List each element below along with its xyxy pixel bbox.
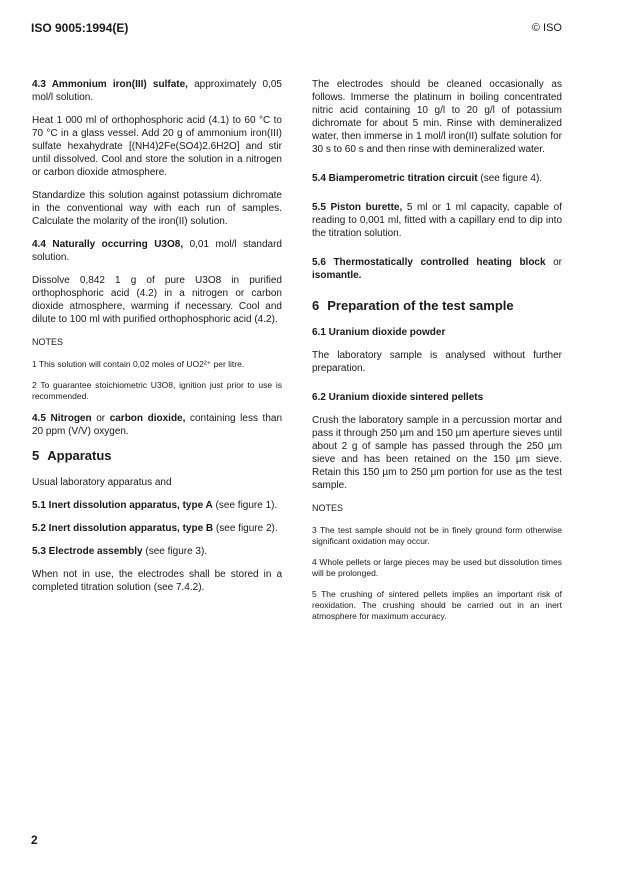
right-column — [312, 78, 562, 632]
section-5-number: 5 — [32, 448, 40, 463]
section-4-4-title: 4.4 Naturally occurring U3O8, — [32, 239, 184, 250]
notes-heading-left: NOTES — [32, 337, 64, 347]
section-5-title: Apparatus — [47, 448, 112, 463]
note-2: 2 To guarantee stoichiometric U3O8, ignition just prior to use is recommended. — [32, 380, 282, 401]
section-5-2 — [32, 522, 282, 535]
section-5-1 — [32, 499, 282, 512]
note-5: 5 The crushing of sintered pellets implies an important risk of reoxidation. The crushing should be carried out in an inert atmosphere for maximum accuracy. — [312, 589, 562, 621]
electrode-cleaning-para: The electrodes should be cleaned occasionally as follows. Immerse the platinum in boiling concentrated nitric acid containing 10 g/l to 20 g/l of potassium dichromate for about 5 min. Rinse with demineralized water, then immerse in 1 mol/l iron(II) sulfate solution for 30 s to 60 s and then rinse with demineralized water. — [312, 79, 562, 155]
section-5-6-or: or — [545, 257, 562, 268]
document-header-standard: ISO 9005:1994(E) — [31, 21, 129, 35]
section-5-5 — [312, 201, 562, 240]
section-6-2-para: Crush the laboratory sample in a percussion mortar and pass it through 250 µm and 150 µm aperture sieves until about 2 g of sample has passed through the 250 µm sieve and has been retained on the 150 µm sieve. Retain this 150 µm to 250 µm portion for use as the test sample. — [312, 415, 562, 491]
section-4-3-para-2: Standardize this solution against potassium dichromate in the conventional way with each run of samples. Calculate the molarity of the iron(II) solution. — [32, 190, 282, 227]
section-4-3-subtitle: approximately 0,05 mol/l solution. — [32, 79, 282, 103]
section-5-6-isomantle: isomantle. — [312, 270, 362, 281]
section-4-3-title: 4.3 Ammonium iron(III) sulfate, — [32, 79, 188, 90]
section-5-6-title: 5.6 Thermostatically controlled heating block — [312, 257, 546, 268]
note-4: 4 Whole pellets or large pieces may be used but dissolution times will be prolonged. — [312, 557, 562, 578]
section-4-5-or: or — [91, 413, 110, 424]
section-5-para: Usual laboratory apparatus and — [32, 477, 172, 488]
section-5-2-title: 5.2 Inert dissolution apparatus, type B — [32, 523, 214, 534]
section-5-3-ref: (see figure 3). — [142, 546, 208, 557]
section-6-1-para: The laboratory sample is analysed without further preparation. — [312, 350, 562, 374]
section-4-3 — [32, 78, 282, 104]
section-5-6 — [312, 256, 562, 282]
section-6-heading — [312, 298, 562, 314]
section-4-5 — [32, 412, 282, 438]
section-5-3-para: When not in use, the electrodes shall be stored in a completed titration solution (see 7.4.2). — [32, 569, 282, 593]
section-6-number: 6 — [312, 298, 320, 313]
section-5-4-title: 5.4 Biamperometric titration circuit — [312, 173, 478, 184]
notes-heading-right: NOTES — [312, 503, 344, 513]
section-4-4-subtitle: 0,01 mol/l standard solution. — [32, 239, 282, 263]
section-5-heading — [32, 448, 282, 464]
section-5-5-rest: 5 ml or 1 ml capacity, capable of reading to 0,001 ml, fitted with a capillary end to dip into the titration solution. — [312, 202, 563, 239]
note-1: 1 This solution will contain 0,02 moles of UO2²⁺ per litre. — [32, 359, 245, 369]
left-column — [32, 78, 282, 604]
note-3: 3 The test sample should not be in finely ground form otherwise significant oxidation may occur. — [312, 525, 562, 546]
section-4-5-rest: containing less than 20 ppm (V/V) oxygen. — [32, 413, 283, 437]
section-6-1-title: 6.1 Uranium dioxide powder — [312, 327, 446, 338]
section-4-3-para-1: Heat 1 000 ml of orthophosphoric acid (4.1) to 60 °C to 70 °C in a glass vessel. Add 20 g of ammonium iron(III) sulfate hexahydrate [(NH4)2Fe(SO4)2.6H2O] and stir until dissolved. Cool and store the solution in a nitrogen or carbon dioxide atmosphere. — [32, 115, 282, 178]
section-5-1-title: 5.1 Inert dissolution apparatus, type A — [32, 500, 213, 511]
section-4-4-para: Dissolve 0,842 1 g of pure U3O8 in purified orthophosphoric acid (4.2) in a nitrogen or carbon dioxide atmosphere, warming if necessary. Cool and dilute to 100 ml with purified orthophosphoric acid (4.2). — [32, 275, 282, 325]
section-5-3 — [32, 545, 282, 558]
copyright-mark: © ISO — [531, 22, 562, 34]
section-6-title: Preparation of the test sample — [327, 298, 514, 313]
section-5-3-title: 5.3 Electrode assembly — [32, 546, 143, 557]
section-5-2-ref: (see figure 2). — [213, 523, 278, 534]
section-5-4-ref: (see figure 4). — [477, 173, 543, 184]
section-5-5-title: 5.5 Piston burette, — [312, 202, 403, 213]
section-4-5-co2: carbon dioxide, — [109, 413, 186, 424]
section-4-5-nitrogen: 4.5 Nitrogen — [32, 413, 92, 424]
section-4-4 — [32, 238, 282, 264]
section-5-4 — [312, 172, 562, 185]
page-number: 2 — [31, 833, 38, 847]
section-5-1-ref: (see figure 1). — [212, 500, 278, 511]
section-6-2-title: 6.2 Uranium dioxide sintered pellets — [312, 392, 484, 403]
